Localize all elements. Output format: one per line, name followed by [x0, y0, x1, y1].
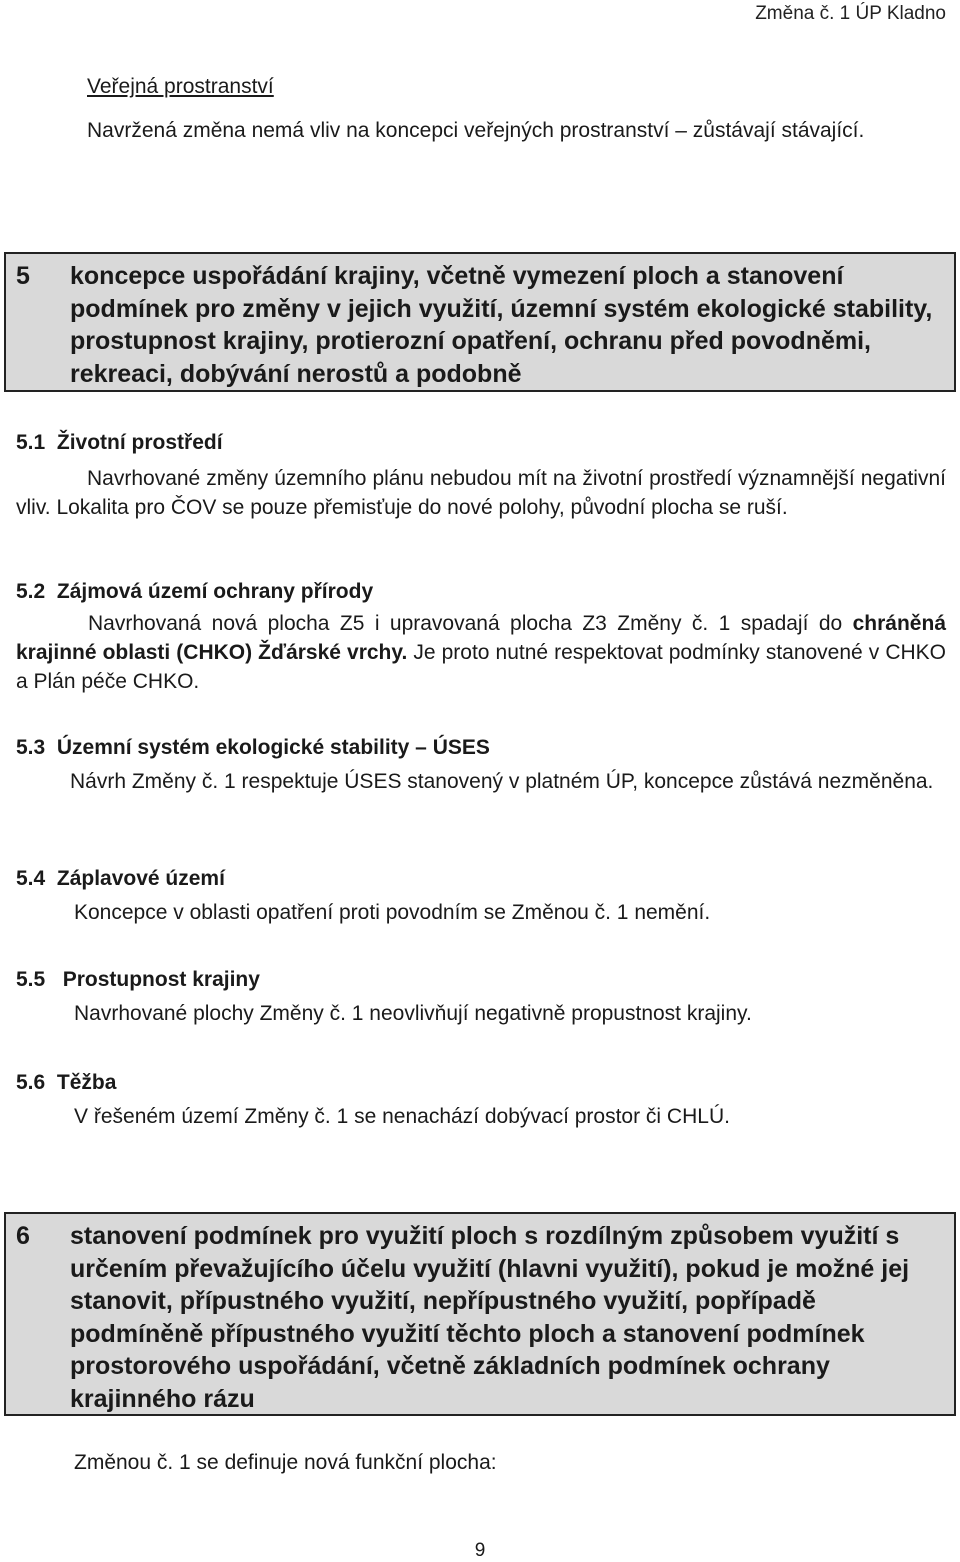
chapter-6-heading-box: [4, 1212, 956, 1416]
section-5-6-title: Těžba: [56, 1071, 117, 1094]
section-5-3-number: 5.3: [16, 736, 46, 759]
page-number: 9: [474, 1540, 486, 1561]
section-5-3-text: Návrh Změny č. 1 respektuje ÚSES stanovený v platném ÚP, koncepce zůstává nezměněna.: [70, 770, 934, 793]
section-5-1-heading: [16, 428, 223, 457]
section-5-2-text-bold: chráněná krajinné oblasti (CHKO) Žďárské vrchy.: [16, 612, 946, 664]
section-5-6-text: V řešeném území Změny č. 1 se nenachází dobývací prostor či CHLÚ.: [74, 1105, 730, 1128]
chapter-5-title: koncepce uspořádání krajiny, včetně vymezení ploch a stanovení podmínek pro změny v jejich využití, územní systém ekologické stability, prostupnost krajiny, protierozní opatření, ochranu před povodněmi, rekreaci, dobývání nerostů a podobně: [70, 262, 933, 388]
section-5-2-text: [16, 609, 946, 696]
section-5-4-text: Koncepce v oblasti opatření proti povodním se Změnou č. 1 nemění.: [74, 901, 711, 924]
section-5-2-text-a: Navrhovaná nová plocha Z5 i upravovaná plocha Z3 Změny č. 1 spadají do: [88, 612, 843, 635]
section-5-2-heading: [16, 577, 373, 606]
section-5-5-text: Navrhované plochy Změny č. 1 neovlivňují negativně propustnost krajiny.: [74, 1002, 752, 1025]
section-5-4-heading: [16, 864, 225, 893]
running-header: Změna č. 1 ÚP Kladno: [755, 3, 946, 24]
section-5-2-number: 5.2: [16, 580, 46, 603]
section-5-5-heading: [16, 965, 260, 994]
public-spaces-text: Navržená změna nemá vliv na koncepci veřejných prostranství – zůstávají stávající.: [87, 119, 865, 142]
section-5-1-number: 5.1: [16, 431, 46, 454]
section-5-3-heading: [16, 733, 490, 762]
chapter-5-number: 5: [16, 262, 30, 290]
section-5-3-title: Územní systém ekologické stability – ÚSES: [56, 736, 490, 759]
chapter-6-number: 6: [16, 1222, 30, 1250]
chapter-6-title: stanovení podmínek pro využití ploch s rozdílným způsobem využití s určením převažujícího účelu využití (hlavni využití), pokud je možné jej stanovit, přípustného využití, nepřípustného využití, popřípadě podmíněně přípustného využití těchto ploch a stanovení podmínek prostorového uspořádání, včetně základních podmínek ochrany krajinného rázu: [70, 1222, 910, 1413]
section-5-6-heading: [16, 1068, 116, 1097]
section-5-5-number: 5.5: [16, 968, 46, 991]
closing-text: Změnou č. 1 se definuje nová funkční plocha:: [74, 1451, 497, 1474]
section-5-5-title: Prostupnost krajiny: [62, 968, 260, 991]
public-spaces-heading: Veřejná prostranství: [87, 75, 274, 98]
section-5-2-text-b: Je proto nutné respektovat podmínky stanovené v CHKO a Plán péče CHKO.: [16, 641, 946, 693]
chapter-5-heading-box: [4, 252, 956, 392]
section-5-4-number: 5.4: [16, 867, 46, 890]
section-5-2-title: Zájmová území ochrany přírody: [56, 580, 374, 603]
section-5-6-number: 5.6: [16, 1071, 46, 1094]
section-5-1-text: Navrhované změny územního plánu nebudou mít na životní prostředí významnější negativní vliv. Lokalita pro ČOV se pouze přemisťuje do nové polohy, původní plocha se ruší.: [16, 467, 946, 519]
section-5-4-title: Záplavové území: [56, 867, 225, 890]
section-5-1-title: Životní prostředí: [56, 431, 223, 454]
